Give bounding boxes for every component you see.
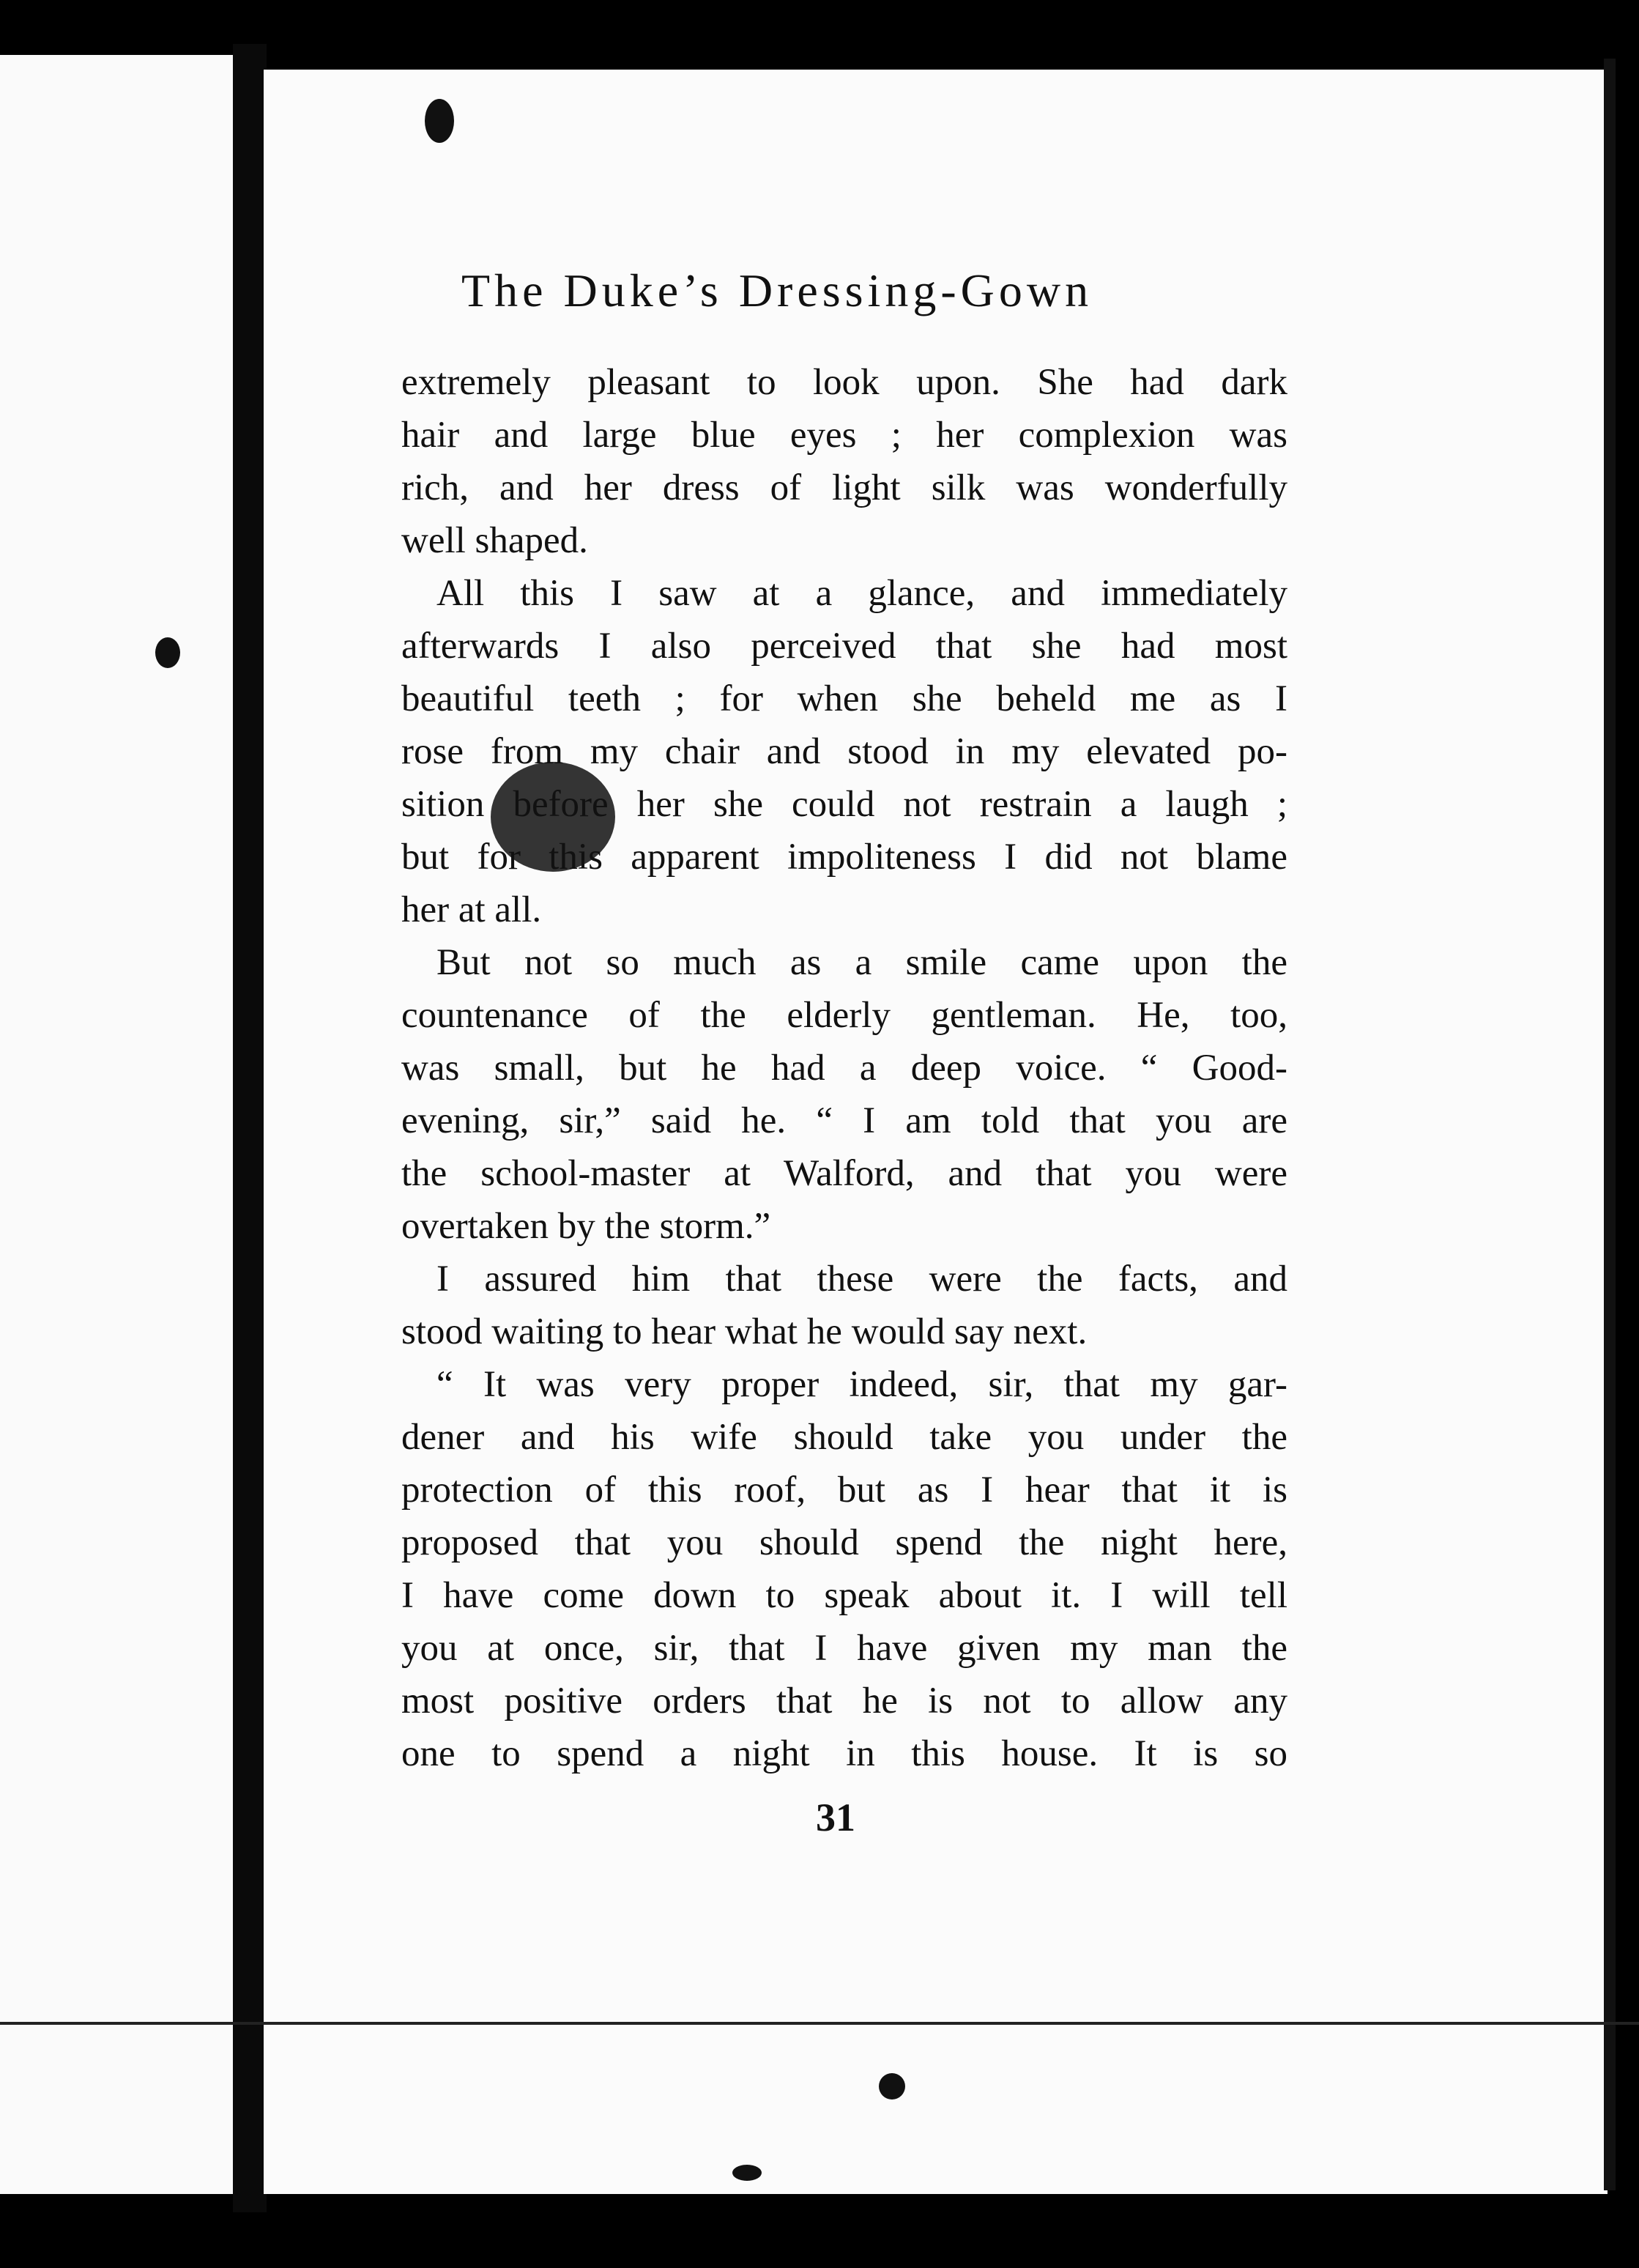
text-line: “ It was very proper indeed, sir, that my gar- — [436, 1364, 1287, 1405]
text-line: stood waiting to hear what he would say next. — [401, 1311, 1088, 1352]
text-line: afterwards I also perceived that she had most — [401, 626, 1287, 667]
ink-blot — [155, 637, 180, 668]
text-line: But not so much as a smile came upon the — [436, 942, 1287, 983]
text-line: beautiful teeth ; for when she beheld me as I — [401, 678, 1287, 719]
ink-blot — [425, 99, 454, 143]
text-line: overtaken by the storm.” — [401, 1206, 771, 1247]
text-line: hair and large blue eyes ; her complexion was — [401, 415, 1287, 456]
ink-blot — [879, 2073, 905, 2100]
text-line: dener and his wife should take you under the — [401, 1417, 1287, 1458]
ink-blot — [732, 2165, 762, 2181]
text-line: extremely pleasant to look upon. She had dark — [401, 362, 1287, 403]
text-line: All this I saw at a glance, and immediately — [436, 573, 1287, 614]
text-line: protection of this roof, but as I hear that it is — [401, 1470, 1287, 1511]
text-line: rose from my chair and stood in my elevated po- — [401, 731, 1287, 772]
text-line: evening, sir,” said he. “ I am told that you are — [401, 1100, 1287, 1141]
text-line: well shaped. — [401, 520, 588, 561]
text-line: countenance of the elderly gentleman. He, too, — [401, 995, 1287, 1036]
text-line: I assured him that these were the facts, and — [436, 1259, 1287, 1300]
text-line: you at once, sir, that I have given my man the — [401, 1628, 1287, 1669]
scan-border-line — [0, 2022, 1639, 2025]
text-line: rich, and her dress of light silk was wonderfully — [401, 467, 1287, 508]
text-line: one to spend a night in this house. It is so — [401, 1733, 1287, 1774]
page-number: 31 — [816, 1796, 855, 1839]
text-line: most positive orders that he is not to allow any — [401, 1680, 1287, 1722]
text-line: the school-master at Walford, and that you were — [401, 1153, 1287, 1194]
text-line: proposed that you should spend the night here, — [401, 1522, 1287, 1563]
text-line: her at all. — [401, 889, 542, 930]
book-gutter — [233, 44, 267, 2212]
running-title: The Duke’s Dressing-Gown — [461, 264, 1093, 316]
text-line: was small, but he had a deep voice. “ Good- — [401, 1048, 1287, 1089]
body-text — [401, 356, 1287, 1780]
text-line: sition before her she could not restrain a laugh ; — [401, 784, 1287, 825]
facing-page-edge — [0, 55, 242, 2194]
page-right-edge — [1604, 59, 1616, 2190]
text-line: but for this apparent impoliteness I did not blame — [401, 837, 1287, 878]
text-line: I have come down to speak about it. I will tell — [401, 1575, 1287, 1616]
